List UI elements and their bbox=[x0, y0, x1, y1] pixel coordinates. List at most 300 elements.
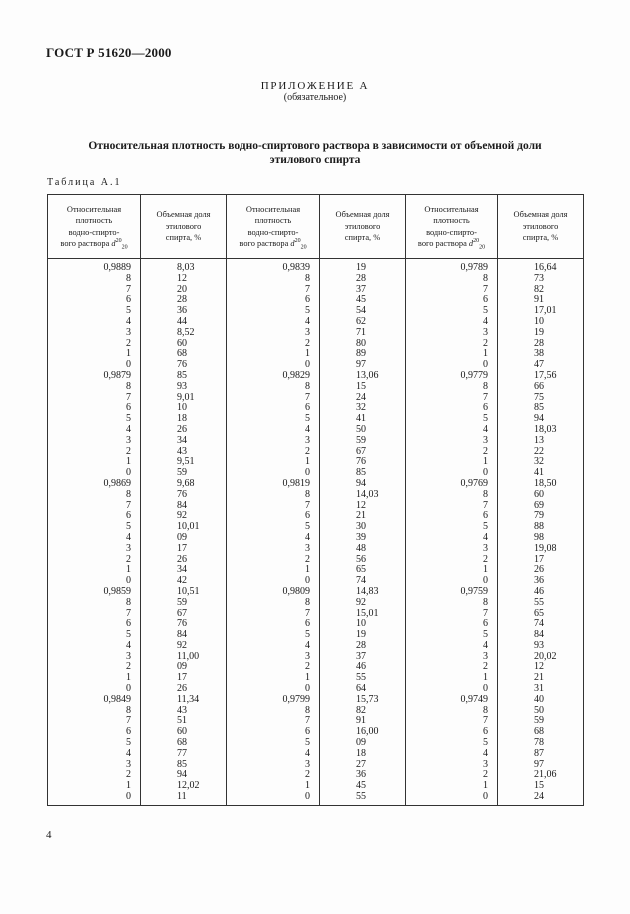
volume-fraction-cell: 19 bbox=[498, 328, 584, 339]
density-cell: 7 bbox=[48, 716, 141, 727]
volume-fraction-cell: 76 bbox=[141, 360, 227, 371]
volume-fraction-cell: 46 bbox=[498, 587, 584, 598]
header-volume-line: спирта, % bbox=[522, 233, 559, 243]
volume-fraction-cell: 9,01 bbox=[141, 393, 227, 404]
header-density-line: вого раствора $d^{20}_{20}$ bbox=[417, 238, 486, 251]
table-caption: Таблица А.1 bbox=[47, 177, 122, 188]
density-cell: 3 bbox=[48, 652, 141, 663]
volume-fraction-cell: 10 bbox=[141, 403, 227, 414]
header-density bbox=[406, 195, 498, 259]
density-cell: 0,9839 bbox=[227, 259, 320, 274]
table-row bbox=[48, 436, 584, 447]
density-cell: 8 bbox=[48, 598, 141, 609]
density-cell: 5 bbox=[227, 738, 320, 749]
volume-fraction-cell: 50 bbox=[320, 425, 406, 436]
density-cell: 4 bbox=[227, 425, 320, 436]
volume-fraction-cell: 12 bbox=[141, 274, 227, 285]
volume-fraction-cell: 75 bbox=[498, 393, 584, 404]
volume-fraction-cell: 68 bbox=[141, 349, 227, 360]
density-cell: 7 bbox=[48, 501, 141, 512]
volume-fraction-cell: 28 bbox=[141, 295, 227, 306]
density-cell: 8 bbox=[227, 598, 320, 609]
density-cell: 4 bbox=[406, 317, 498, 328]
volume-fraction-cell: 67 bbox=[141, 609, 227, 620]
density-table bbox=[47, 194, 584, 806]
volume-fraction-cell: 9,68 bbox=[141, 479, 227, 490]
volume-fraction-cell: 21 bbox=[320, 511, 406, 522]
density-cell: 0 bbox=[227, 360, 320, 371]
header-density-line: водно-спирто- bbox=[247, 227, 299, 237]
main-title-line-2: этилового спирта bbox=[269, 154, 361, 166]
volume-fraction-cell: 18 bbox=[141, 414, 227, 425]
header-density bbox=[48, 195, 141, 259]
header-density-line: Относительная bbox=[245, 204, 301, 214]
volume-fraction-cell: 38 bbox=[498, 349, 584, 360]
volume-fraction-cell: 21,06 bbox=[498, 770, 584, 781]
density-cell: 2 bbox=[406, 662, 498, 673]
volume-fraction-cell: 77 bbox=[141, 749, 227, 760]
volume-fraction-cell: 09 bbox=[141, 533, 227, 544]
volume-fraction-cell: 18,03 bbox=[498, 425, 584, 436]
density-cell: 0 bbox=[406, 792, 498, 805]
table-row bbox=[48, 544, 584, 555]
table-row bbox=[48, 598, 584, 609]
volume-fraction-cell: 76 bbox=[141, 490, 227, 501]
volume-fraction-cell: 85 bbox=[320, 468, 406, 479]
volume-fraction-cell: 89 bbox=[320, 349, 406, 360]
volume-fraction-cell: 73 bbox=[498, 274, 584, 285]
density-cell: 3 bbox=[406, 328, 498, 339]
density-cell: 6 bbox=[227, 295, 320, 306]
density-cell: 3 bbox=[227, 436, 320, 447]
header-volume-line: этилового bbox=[165, 221, 202, 231]
volume-fraction-cell: 94 bbox=[141, 770, 227, 781]
volume-fraction-cell: 28 bbox=[320, 274, 406, 285]
volume-fraction-cell: 37 bbox=[320, 285, 406, 296]
density-cell: 1 bbox=[48, 673, 141, 684]
density-cell: 0,9859 bbox=[48, 587, 141, 598]
volume-fraction-cell: 84 bbox=[498, 630, 584, 641]
volume-fraction-cell: 92 bbox=[320, 598, 406, 609]
volume-fraction-cell: 47 bbox=[498, 360, 584, 371]
table-row bbox=[48, 490, 584, 501]
table-header-row bbox=[48, 195, 584, 259]
volume-fraction-cell: 10 bbox=[320, 619, 406, 630]
volume-fraction-cell: 14,83 bbox=[320, 587, 406, 598]
table-row bbox=[48, 328, 584, 339]
density-cell: 5 bbox=[48, 306, 141, 317]
volume-fraction-cell: 17 bbox=[141, 544, 227, 555]
density-cell: 6 bbox=[406, 511, 498, 522]
volume-fraction-cell: 14,03 bbox=[320, 490, 406, 501]
volume-fraction-cell: 13,06 bbox=[320, 371, 406, 382]
volume-fraction-cell: 55 bbox=[498, 598, 584, 609]
volume-fraction-cell: 13 bbox=[498, 436, 584, 447]
density-cell: 7 bbox=[227, 393, 320, 404]
density-cell: 6 bbox=[406, 727, 498, 738]
density-cell: 3 bbox=[48, 328, 141, 339]
density-cell: 8 bbox=[227, 382, 320, 393]
volume-fraction-cell: 94 bbox=[498, 414, 584, 425]
header-density-line: Относительная bbox=[66, 204, 122, 214]
density-cell: 7 bbox=[48, 285, 141, 296]
volume-fraction-cell: 54 bbox=[320, 306, 406, 317]
appendix-title: ПРИЛОЖЕНИЕ А bbox=[260, 80, 370, 92]
header-density bbox=[227, 195, 320, 259]
volume-fraction-cell: 26 bbox=[141, 684, 227, 695]
density-cell: 4 bbox=[406, 425, 498, 436]
volume-fraction-cell: 59 bbox=[141, 598, 227, 609]
density-cell: 2 bbox=[48, 555, 141, 566]
header-volume-line: этилового bbox=[344, 221, 381, 231]
volume-fraction-cell: 68 bbox=[141, 738, 227, 749]
volume-fraction-cell: 19 bbox=[320, 259, 406, 274]
volume-fraction-cell: 15 bbox=[498, 781, 584, 792]
volume-fraction-cell: 21 bbox=[498, 673, 584, 684]
density-cell: 1 bbox=[227, 673, 320, 684]
volume-fraction-cell: 92 bbox=[141, 641, 227, 652]
header-volume-line: Объемная доля bbox=[335, 210, 390, 220]
volume-fraction-cell: 45 bbox=[320, 781, 406, 792]
density-cell: 8 bbox=[227, 274, 320, 285]
density-cell: 5 bbox=[227, 630, 320, 641]
volume-fraction-cell: 85 bbox=[141, 760, 227, 771]
volume-fraction-cell: 65 bbox=[320, 565, 406, 576]
density-cell: 4 bbox=[227, 533, 320, 544]
density-cell: 2 bbox=[48, 770, 141, 781]
density-cell: 8 bbox=[406, 382, 498, 393]
volume-fraction-cell: 41 bbox=[320, 414, 406, 425]
density-cell: 2 bbox=[406, 555, 498, 566]
density-cell: 1 bbox=[48, 781, 141, 792]
density-cell: 0,9809 bbox=[227, 587, 320, 598]
density-cell: 2 bbox=[48, 339, 141, 350]
volume-fraction-cell: 31 bbox=[498, 684, 584, 695]
density-cell: 8 bbox=[48, 706, 141, 717]
volume-fraction-cell: 32 bbox=[320, 403, 406, 414]
volume-fraction-cell: 65 bbox=[498, 609, 584, 620]
volume-fraction-cell: 24 bbox=[498, 792, 584, 805]
density-cell: 8 bbox=[406, 490, 498, 501]
volume-fraction-cell: 20 bbox=[141, 285, 227, 296]
density-cell: 1 bbox=[48, 565, 141, 576]
volume-fraction-cell: 43 bbox=[141, 447, 227, 458]
volume-fraction-cell: 26 bbox=[141, 425, 227, 436]
density-cell: 4 bbox=[48, 425, 141, 436]
volume-fraction-cell: 80 bbox=[320, 339, 406, 350]
volume-fraction-cell: 26 bbox=[498, 565, 584, 576]
density-cell: 6 bbox=[48, 511, 141, 522]
density-cell: 6 bbox=[227, 403, 320, 414]
volume-fraction-cell: 59 bbox=[141, 468, 227, 479]
header-density-line: Относительная bbox=[424, 204, 479, 214]
volume-fraction-cell: 97 bbox=[498, 760, 584, 771]
density-cell: 4 bbox=[227, 317, 320, 328]
volume-fraction-cell: 11,34 bbox=[141, 695, 227, 706]
density-cell: 3 bbox=[406, 436, 498, 447]
density-cell: 2 bbox=[406, 339, 498, 350]
density-cell: 8 bbox=[227, 706, 320, 717]
density-cell: 1 bbox=[406, 673, 498, 684]
density-cell: 4 bbox=[48, 317, 141, 328]
density-cell: 4 bbox=[406, 749, 498, 760]
density-cell: 1 bbox=[406, 565, 498, 576]
density-cell: 5 bbox=[227, 306, 320, 317]
density-cell: 0,9759 bbox=[406, 587, 498, 598]
volume-fraction-cell: 45 bbox=[320, 295, 406, 306]
density-cell: 6 bbox=[227, 727, 320, 738]
volume-fraction-cell: 84 bbox=[141, 501, 227, 512]
density-cell: 8 bbox=[406, 706, 498, 717]
volume-fraction-cell: 27 bbox=[320, 760, 406, 771]
volume-fraction-cell: 79 bbox=[498, 511, 584, 522]
density-cell: 6 bbox=[406, 403, 498, 414]
density-cell: 3 bbox=[227, 328, 320, 339]
density-cell: 7 bbox=[406, 501, 498, 512]
volume-fraction-cell: 87 bbox=[498, 749, 584, 760]
header-density-line: плотность bbox=[433, 216, 470, 225]
density-cell: 5 bbox=[48, 630, 141, 641]
volume-fraction-cell: 55 bbox=[320, 673, 406, 684]
density-cell: 1 bbox=[48, 349, 141, 360]
volume-fraction-cell: 30 bbox=[320, 522, 406, 533]
density-cell: 0,9819 bbox=[227, 479, 320, 490]
volume-fraction-cell: 85 bbox=[141, 371, 227, 382]
appendix-subtitle: (обязательное) bbox=[283, 92, 347, 103]
volume-fraction-cell: 51 bbox=[141, 716, 227, 727]
volume-fraction-cell: 19,08 bbox=[498, 544, 584, 555]
density-cell: 5 bbox=[406, 306, 498, 317]
volume-fraction-cell: 97 bbox=[320, 360, 406, 371]
density-cell: 4 bbox=[227, 749, 320, 760]
volume-fraction-cell: 19 bbox=[320, 630, 406, 641]
density-cell: 1 bbox=[227, 565, 320, 576]
volume-fraction-cell: 12 bbox=[320, 501, 406, 512]
density-cell: 7 bbox=[48, 393, 141, 404]
header-volume-line: Объемная доля bbox=[156, 210, 211, 220]
header-volume bbox=[141, 195, 227, 259]
density-cell: 0,9799 bbox=[227, 695, 320, 706]
volume-fraction-cell: 36 bbox=[498, 576, 584, 587]
volume-fraction-cell: 8,03 bbox=[141, 259, 227, 274]
density-cell: 6 bbox=[227, 511, 320, 522]
density-cell: 5 bbox=[48, 414, 141, 425]
density-cell: 8 bbox=[406, 274, 498, 285]
density-cell: 4 bbox=[406, 533, 498, 544]
volume-fraction-cell: 68 bbox=[498, 727, 584, 738]
density-cell: 7 bbox=[227, 501, 320, 512]
volume-fraction-cell: 50 bbox=[498, 706, 584, 717]
main-title-line-1: Относительная плотность водно-спиртового раствора в зависимости от объемной доли bbox=[88, 140, 542, 152]
density-cell: 5 bbox=[406, 738, 498, 749]
density-cell: 1 bbox=[227, 457, 320, 468]
density-cell: 0,9789 bbox=[406, 259, 498, 274]
volume-fraction-cell: 98 bbox=[498, 533, 584, 544]
density-cell: 7 bbox=[406, 609, 498, 620]
volume-fraction-cell: 18 bbox=[320, 749, 406, 760]
volume-fraction-cell: 76 bbox=[141, 619, 227, 630]
volume-fraction-cell: 76 bbox=[320, 457, 406, 468]
density-cell: 3 bbox=[48, 544, 141, 555]
volume-fraction-cell: 48 bbox=[320, 544, 406, 555]
density-cell: 0 bbox=[406, 576, 498, 587]
volume-fraction-cell: 10,01 bbox=[141, 522, 227, 533]
volume-fraction-cell: 59 bbox=[320, 436, 406, 447]
volume-fraction-cell: 39 bbox=[320, 533, 406, 544]
volume-fraction-cell: 16,00 bbox=[320, 727, 406, 738]
volume-fraction-cell: 56 bbox=[320, 555, 406, 566]
density-cell: 4 bbox=[48, 749, 141, 760]
density-cell: 2 bbox=[227, 555, 320, 566]
volume-fraction-cell: 60 bbox=[141, 339, 227, 350]
density-cell: 6 bbox=[48, 403, 141, 414]
volume-fraction-cell: 42 bbox=[141, 576, 227, 587]
volume-fraction-cell: 36 bbox=[141, 306, 227, 317]
page-number: 4 bbox=[46, 829, 52, 841]
density-cell: 6 bbox=[406, 619, 498, 630]
density-cell: 8 bbox=[48, 382, 141, 393]
density-cell: 5 bbox=[406, 414, 498, 425]
density-cell: 0 bbox=[227, 684, 320, 695]
density-cell: 0,9849 bbox=[48, 695, 141, 706]
density-cell: 7 bbox=[227, 285, 320, 296]
density-cell: 1 bbox=[406, 457, 498, 468]
volume-fraction-cell: 34 bbox=[141, 436, 227, 447]
header-volume bbox=[320, 195, 406, 259]
density-cell: 4 bbox=[48, 533, 141, 544]
volume-fraction-cell: 67 bbox=[320, 447, 406, 458]
volume-fraction-cell: 09 bbox=[141, 662, 227, 673]
volume-fraction-cell: 15,01 bbox=[320, 609, 406, 620]
density-symbol: d bbox=[468, 239, 474, 248]
density-cell: 2 bbox=[406, 770, 498, 781]
density-cell: 2 bbox=[227, 770, 320, 781]
density-cell: 0,9829 bbox=[227, 371, 320, 382]
volume-fraction-cell: 17 bbox=[141, 673, 227, 684]
density-cell: 3 bbox=[227, 652, 320, 663]
header-volume-line: Объемная доля bbox=[513, 210, 568, 220]
density-cell: 7 bbox=[227, 716, 320, 727]
document-header: ГОСТ Р 51620—2000 bbox=[46, 45, 172, 60]
volume-fraction-cell: 91 bbox=[320, 716, 406, 727]
volume-fraction-cell: 88 bbox=[498, 522, 584, 533]
volume-fraction-cell: 85 bbox=[498, 403, 584, 414]
volume-fraction-cell: 8,52 bbox=[141, 328, 227, 339]
density-cell: 7 bbox=[406, 716, 498, 727]
volume-fraction-cell: 92 bbox=[141, 511, 227, 522]
density-cell: 5 bbox=[48, 738, 141, 749]
volume-fraction-cell: 20,02 bbox=[498, 652, 584, 663]
density-cell: 1 bbox=[406, 349, 498, 360]
volume-fraction-cell: 91 bbox=[498, 295, 584, 306]
density-cell: 3 bbox=[227, 760, 320, 771]
volume-fraction-cell: 17,01 bbox=[498, 306, 584, 317]
header-volume-line: спирта, % bbox=[165, 233, 202, 243]
volume-fraction-cell: 24 bbox=[320, 393, 406, 404]
volume-fraction-cell: 82 bbox=[320, 706, 406, 717]
volume-fraction-cell: 78 bbox=[498, 738, 584, 749]
density-cell: 0,9869 bbox=[48, 479, 141, 490]
volume-fraction-cell: 64 bbox=[320, 684, 406, 695]
header-density-line: плотность bbox=[75, 216, 113, 225]
table-body bbox=[48, 259, 584, 806]
volume-fraction-cell: 37 bbox=[320, 652, 406, 663]
density-cell: 3 bbox=[48, 760, 141, 771]
density-cell: 0 bbox=[48, 576, 141, 587]
volume-fraction-cell: 60 bbox=[141, 727, 227, 738]
density-cell: 6 bbox=[48, 727, 141, 738]
density-cell: 0 bbox=[406, 468, 498, 479]
density-cell: 0,9879 bbox=[48, 371, 141, 382]
volume-fraction-cell: 60 bbox=[498, 490, 584, 501]
density-cell: 0 bbox=[406, 684, 498, 695]
density-cell: 0 bbox=[227, 468, 320, 479]
volume-fraction-cell: 17 bbox=[498, 555, 584, 566]
table-row bbox=[48, 792, 584, 805]
volume-fraction-cell: 69 bbox=[498, 501, 584, 512]
density-cell: 3 bbox=[406, 544, 498, 555]
volume-fraction-cell: 28 bbox=[498, 339, 584, 350]
density-cell: 0,9769 bbox=[406, 479, 498, 490]
volume-fraction-cell: 34 bbox=[141, 565, 227, 576]
volume-fraction-cell: 15 bbox=[320, 382, 406, 393]
density-cell: 8 bbox=[48, 490, 141, 501]
density-cell: 5 bbox=[227, 414, 320, 425]
volume-fraction-cell: 71 bbox=[320, 328, 406, 339]
header-density-line: водно-спирто- bbox=[68, 227, 120, 237]
density-cell: 4 bbox=[406, 641, 498, 652]
density-cell: 6 bbox=[227, 619, 320, 630]
density-cell: 5 bbox=[48, 522, 141, 533]
header-volume bbox=[498, 195, 584, 259]
volume-fraction-cell: 26 bbox=[141, 555, 227, 566]
density-cell: 0 bbox=[48, 468, 141, 479]
density-cell: 5 bbox=[406, 522, 498, 533]
volume-fraction-cell: 28 bbox=[320, 641, 406, 652]
volume-fraction-cell: 9,51 bbox=[141, 457, 227, 468]
density-cell: 5 bbox=[227, 522, 320, 533]
density-cell: 0,9779 bbox=[406, 371, 498, 382]
header-density-line: вого раствора $d^{20}_{20}$ bbox=[60, 238, 128, 251]
volume-fraction-cell: 36 bbox=[320, 770, 406, 781]
volume-fraction-cell: 17,56 bbox=[498, 371, 584, 382]
density-cell: 6 bbox=[48, 619, 141, 630]
density-cell: 4 bbox=[48, 641, 141, 652]
density-cell: 2 bbox=[406, 447, 498, 458]
density-cell: 2 bbox=[227, 662, 320, 673]
density-cell: 4 bbox=[227, 641, 320, 652]
table-main-title bbox=[60, 139, 570, 167]
volume-fraction-cell: 82 bbox=[498, 285, 584, 296]
volume-fraction-cell: 15,73 bbox=[320, 695, 406, 706]
volume-fraction-cell: 74 bbox=[320, 576, 406, 587]
density-cell: 7 bbox=[406, 285, 498, 296]
density-cell: 1 bbox=[406, 781, 498, 792]
density-cell: 7 bbox=[48, 609, 141, 620]
header-volume-line: спирта, % bbox=[344, 233, 381, 243]
volume-fraction-cell: 84 bbox=[141, 630, 227, 641]
density-cell: 0 bbox=[48, 684, 141, 695]
density-cell: 5 bbox=[406, 630, 498, 641]
volume-fraction-cell: 11,00 bbox=[141, 652, 227, 663]
volume-fraction-cell: 43 bbox=[141, 706, 227, 717]
density-cell: 0,9889 bbox=[48, 259, 141, 274]
volume-fraction-cell: 44 bbox=[141, 317, 227, 328]
header-density-line: плотность bbox=[254, 216, 292, 225]
volume-fraction-cell: 10,51 bbox=[141, 587, 227, 598]
density-cell: 3 bbox=[406, 760, 498, 771]
density-cell: 2 bbox=[227, 447, 320, 458]
